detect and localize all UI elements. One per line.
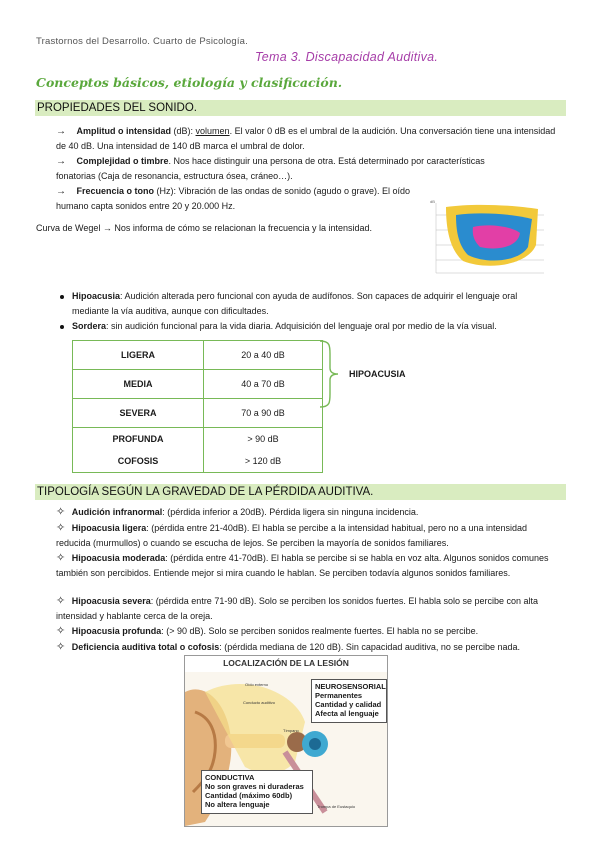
hearing-loss-grades-table: [72, 340, 323, 473]
section-properties-title: PROPIEDADES DEL SONIDO.: [35, 100, 566, 116]
typology-item-cofosis: ✧ Deficiencia auditiva total o cofosis: (pérdida mediana de 120 dB). Sin capacidad auditiva, no se percibe nada.: [56, 641, 520, 653]
property-item-frequency: → Frecuencia o tono (Hz): Vibración de las ondas de sonido (agudo o grave). El oído humano capta sonidos entre 20 y 20.000 Hz.: [56, 186, 411, 211]
hipoacusia-brace-label: HIPOACUSIA: [349, 369, 406, 379]
bullet-hipoacusia: Hipoacusia: Audición alterada pero funcional con ayuda de audífonos. Son capaces de adquirir el lenguaje oral mediante la vía auditiva, aunque con dificultades.: [72, 291, 518, 316]
diamond-bullet-icon: ✧: [56, 522, 66, 534]
arrow-icon: →: [56, 156, 66, 167]
property-item-amplitude: → Amplitud o intensidad (dB): volumen. El valor 0 dB es el umbral de la audición. Una conversación tiene una intensidad de 40 dB. Una intensidad de 140 dB marca el umbral de dolor.: [56, 126, 556, 151]
conductiva-box: CONDUCTIVA No son graves ni duraderas Cantidad (máximo 60db) No altera lenguaje: [201, 770, 313, 814]
subtitle: Conceptos básicos, etiología y clasificación.: [36, 75, 343, 90]
typology-item-infranormal: ✧ Audición infranormal: (pérdida inferior a 20dB). Pérdida ligera sin ninguna incidencia.: [56, 506, 419, 518]
svg-text:dB: dB: [430, 199, 435, 204]
brace-icon: [318, 340, 342, 408]
typology-item-severa: ✧ Hipoacusia severa: (pérdida entre 71-90 dB). Solo se perciben los sonidos fuertes. El habla solo se percibe con alta intensidad y hablante cerca de la oreja.: [56, 595, 539, 621]
bullet-dot: [60, 295, 64, 299]
table-row: COFOSIS > 120 dB: [73, 450, 323, 473]
diamond-bullet-icon: ✧: [56, 506, 66, 518]
typology-item-profunda: ✧ Hipoacusia profunda: (> 90 dB). Solo se perciben sonidos realmente fuertes. El habla no se percibe.: [56, 625, 479, 637]
diamond-bullet-icon: ✧: [56, 552, 66, 564]
table-row: SEVERA 70 a 90 dB: [73, 399, 323, 428]
diamond-bullet-icon: ✧: [56, 641, 66, 653]
typology-item-ligera: ✧ Hipoacusia ligera: (pérdida entre 21-40dB). El habla se percibe a la intensidad habitual, pero no a una intensidad reducida (murmullos) o cuando se escucha de lejos. Se perciben la mayoría de sonidos familiares.: [56, 522, 528, 548]
course-header: Trastornos del Desarrollo. Cuarto de Psicología.: [36, 36, 249, 47]
section-typology-title: TIPOLOGÍA SEGÚN LA GRAVEDAD DE LA PÉRDIDA AUDITIVA.: [35, 484, 566, 500]
diamond-bullet-icon: ✧: [56, 625, 66, 637]
table-row: PROFUNDA > 90 dB: [73, 428, 323, 451]
label-timpano: Tímpano: [283, 728, 299, 733]
wegel-curve-note: Curva de Wegel → Nos informa de cómo se relacionan la frecuencia y la intensidad.: [36, 223, 373, 233]
tema-title: Tema 3. Discapacidad Auditiva.: [255, 50, 439, 64]
label-oido-externo: Oído externo: [245, 682, 269, 687]
neurosensorial-box: NEUROSENSORIAL Permanentes Cantidad y calidad Afecta al lenguaje: [311, 679, 387, 723]
figure-title: LOCALIZACIÓN DE LA LESIÓN: [223, 658, 349, 668]
label-trompa-eustaquio: Trompa de Eustaquio: [317, 804, 356, 809]
lesion-location-figure: [184, 655, 388, 827]
arrow-icon: →: [56, 186, 66, 197]
arrow-icon: →: [56, 126, 66, 137]
wegel-curve-figure: [428, 195, 548, 277]
bullet-sordera: Sordera: sin audición funcional para la vida diaria. Adquisición del lenguaje oral por medio de la vía visual.: [72, 321, 497, 331]
table-row: MEDIA 40 a 70 dB: [73, 370, 323, 399]
property-item-timbre: → Complejidad o timbre. Nos hace distinguir una persona de otra. Está determinado por características fonatorias (Caja de resonancia, estructura ósea, cráneo…).: [56, 156, 485, 181]
diamond-bullet-icon: ✧: [56, 595, 66, 607]
table-row: LIGERA 20 a 40 dB: [73, 341, 323, 370]
bullet-dot: [60, 325, 64, 329]
label-conducto-auditivo: Conducto auditivo: [243, 700, 276, 705]
typology-item-moderada: ✧ Hipoacusia moderada: (pérdida entre 41-70dB). El habla se percibe si se habla en voz alta. Algunos sonidos comunes también son percibidos. Entiende mejor si mira cuando le hablan. Se perciben todavía algunos sonidos familiares.: [56, 552, 549, 578]
